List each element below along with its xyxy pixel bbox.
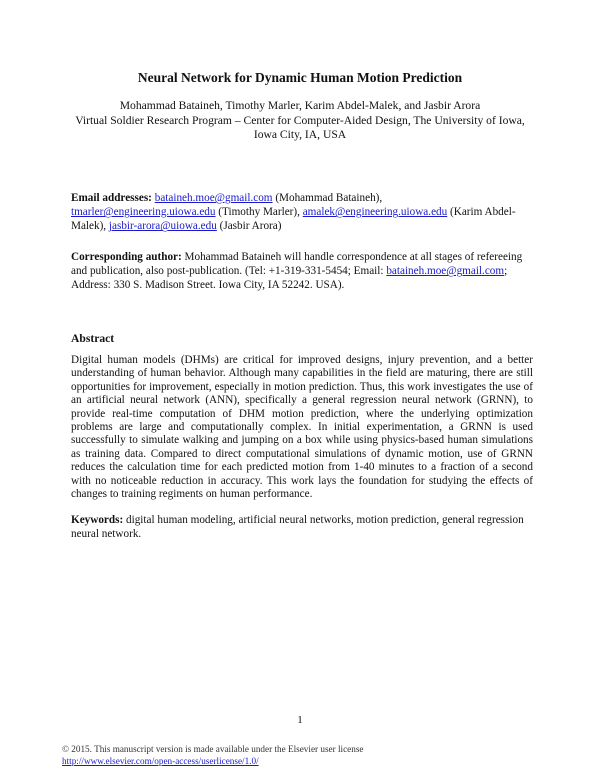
email-link-marler[interactable]: tmarler@engineering.uiowa.edu <box>71 206 216 219</box>
corresponding-email-link[interactable]: bataineh.moe@gmail.com <box>386 265 505 278</box>
email-link-abdel-malek[interactable]: amalek@engineering.uiowa.edu <box>302 206 448 219</box>
email-link-bataineh[interactable]: bataineh.moe@gmail.com <box>154 192 273 204</box>
email-name-bataineh: (Mohammad Bataineh), <box>272 192 383 204</box>
corresponding-address: ; Address: 330 S. Madison Street. Iowa City, IA 52242. USA). <box>71 265 508 292</box>
corresponding-text: Mohammad Bataineh will handle correspondence at all stages of refereeing and publication, also post-publication. (Tel: +1-319-331-5454; Email: <box>71 251 523 278</box>
license-footer <box>62 743 364 767</box>
keywords-text: digital human modeling, artificial neural networks, motion prediction, general regression neural network. <box>71 514 524 541</box>
keywords-label: Keywords: <box>71 514 124 526</box>
page-number: 1 <box>297 714 303 726</box>
license-url-link[interactable]: http://www.elsevier.com/open-access/userlicense/1.0/ <box>62 756 259 766</box>
corresponding-label: Corresponding author: <box>71 251 182 263</box>
email-name-marler: (Timothy Marler), <box>215 206 303 219</box>
abstract-heading: Abstract <box>71 332 115 345</box>
paper-title: Neural Network for Dynamic Human Motion Prediction <box>137 70 463 85</box>
corresponding-author <box>71 250 533 293</box>
email-label: Email addresses: <box>71 192 152 204</box>
keywords <box>71 513 533 541</box>
author-list: Mohammad Bataineh, Timothy Marler, Karim Abdel-Malek, and Jasbir Arora <box>119 99 481 112</box>
license-text: © 2015. This manuscript version is made available under the Elsevier user license <box>62 744 364 754</box>
email-name-abdel-malek: (Karim Abdel-Malek), <box>71 206 516 233</box>
abstract-text: Digital human models (DHMs) are critical for improved designs, injury prevention, and a better understanding of human behavior. Although many capabilities in the field are maturing, there are still opportunities for improvement, especially in motion prediction. Thus, this work investigates the use of an artificial neural network (ANN), specifically a general regression neural network (GRNN), to provide real-time computation of DHM motion prediction, where the underlying optimization problems are large and computationally complex. In initial experimentation, a GRNN is used successfully to simulate walking and jumping on a box while using physics-based human simulations as training data. Compared to direct computational simulations of dynamic motion, use of GRNN reduces the calculation time for each predicted motion from 1-40 minutes to a fraction of a second with no noticeable reduction in accuracy. This work lays the foundation for studying the effects of changes to training regiments on human performance. <box>71 354 533 501</box>
email-addresses <box>71 191 533 234</box>
affiliation: Virtual Soldier Research Program – Center for Computer-Aided Design, The University of Iowa, Iowa City, IA, USA <box>75 114 525 141</box>
email-link-arora[interactable]: jasbir-arora@uiowa.edu <box>108 220 217 233</box>
email-name-arora: (Jasbir Arora) <box>216 220 282 233</box>
